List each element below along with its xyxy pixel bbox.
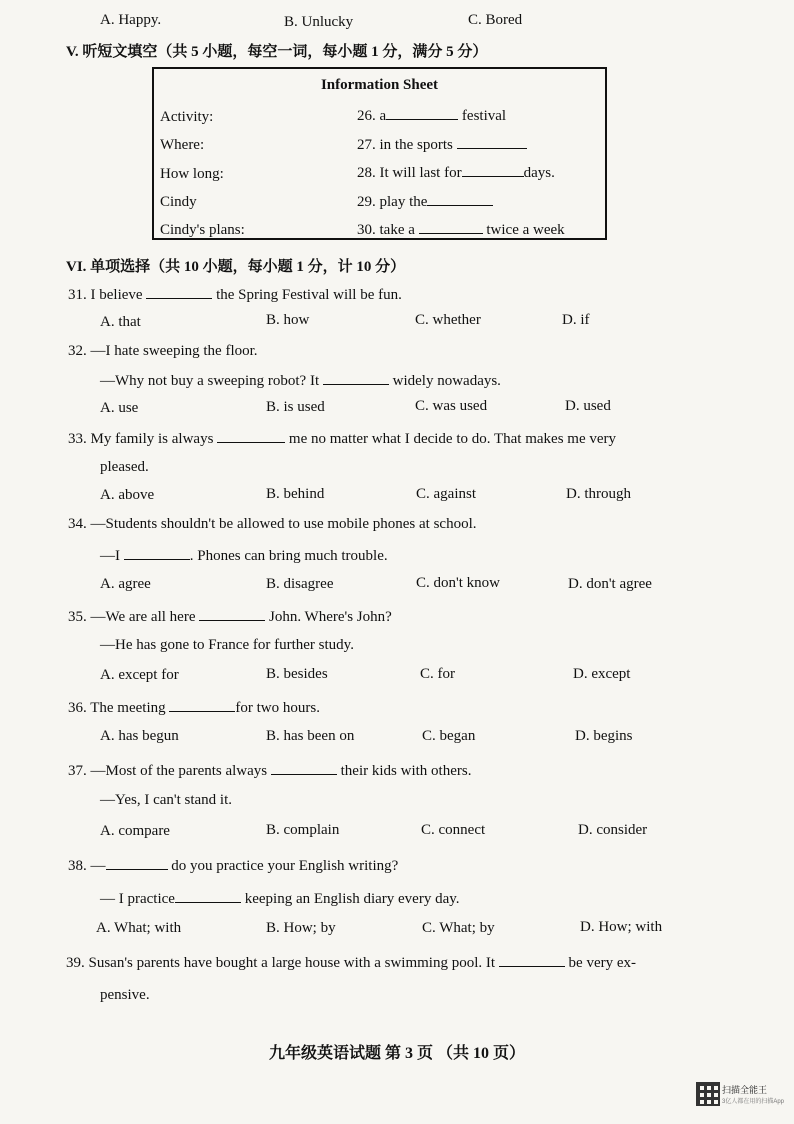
q35-option-a: A. except for <box>100 667 179 683</box>
q32-option-d: D. used <box>565 398 611 414</box>
row-label-how-long: How long: <box>160 166 224 182</box>
question-38-line1: 38. — do you practice your English writing? <box>68 855 398 875</box>
row-label-cindys-plans: Cindy's plans: <box>160 222 245 238</box>
row-label-activity: Activity: <box>160 109 214 125</box>
q31-option-a: A. that <box>100 314 141 330</box>
question-37-line2: —Yes, I can't stand it. <box>100 792 233 808</box>
q35-option-b: B. besides <box>266 666 328 682</box>
row-label-where: Where: <box>160 137 205 153</box>
section-6-heading: VI. 单项选择（共 10 小题，每小题 1 分，计 10 分） <box>66 259 406 275</box>
question-32-line1: 32. —I hate sweeping the floor. <box>68 343 258 359</box>
question-39-line1: 39. Susan's parents have bought a large house with a swimming pool. It be very ex- <box>66 952 636 972</box>
q38-option-b: B. How; by <box>266 920 336 936</box>
q33-option-d: D. through <box>566 486 631 502</box>
information-sheet <box>152 67 607 240</box>
question-38-line2: — I practice keeping an English diary every day. <box>100 888 460 908</box>
q31-option-b: B. how <box>266 312 310 328</box>
scanner-logo: 扫描全能王 3亿人都在用的扫描App <box>722 1085 785 1105</box>
option-c: C. Bored <box>468 12 523 28</box>
q32-option-c: C. was used <box>415 398 488 414</box>
question-39-line2: pensive. <box>100 987 150 1003</box>
section-5-heading: V. 听短文填空（共 5 小题，每空一词，每小题 1 分，满分 5 分） <box>66 44 488 60</box>
question-35-line2: —He has gone to France for further study. <box>100 637 354 653</box>
row-30: 30. take a twice a week <box>357 219 565 239</box>
q34-option-d: D. don't agree <box>568 576 652 592</box>
question-36: 36. The meeting for two hours. <box>68 697 320 717</box>
q37-option-d: D. consider <box>578 822 648 838</box>
sheet-title: Information Sheet <box>320 77 439 93</box>
q36-option-b: B. has been on <box>266 728 355 744</box>
question-35-line1: 35. —We are all here John. Where's John? <box>68 606 392 626</box>
question-34-line2: —I . Phones can bring much trouble. <box>100 545 388 565</box>
option-a: A. Happy. <box>100 12 162 28</box>
q34-option-b: B. disagree <box>266 576 334 592</box>
q35-option-d: D. except <box>573 666 631 682</box>
row-26: 26. a festival <box>357 105 506 125</box>
row-27: 27. in the sports <box>357 134 527 154</box>
q35-option-c: C. for <box>420 666 455 682</box>
q32-option-a: A. use <box>100 400 139 416</box>
q31-option-d: D. if <box>562 312 590 328</box>
row-label-cindy: Cindy <box>160 194 197 210</box>
q31-option-c: C. whether <box>415 312 481 328</box>
q37-option-a: A. compare <box>100 823 170 839</box>
q38-option-a: A. What; with <box>96 920 182 936</box>
q36-option-a: A. has begun <box>100 728 179 744</box>
q36-option-c: C. began <box>422 728 476 744</box>
q33-option-b: B. behind <box>266 486 325 502</box>
question-33-line1: 33. My family is always me no matter what I decide to do. That makes me very <box>68 428 616 448</box>
row-29: 29. play the <box>357 191 493 211</box>
q32-option-b: B. is used <box>266 399 325 415</box>
question-31: 31. I believe the Spring Festival will be fun. <box>68 284 402 304</box>
question-34-line1: 34. —Students shouldn't be allowed to use mobile phones at school. <box>68 516 477 532</box>
q36-option-d: D. begins <box>575 728 633 744</box>
row-28: 28. It will last for days. <box>357 162 555 182</box>
q33-option-a: A. above <box>100 487 155 503</box>
qr-code-icon <box>696 1082 720 1106</box>
q37-option-c: C. connect <box>421 822 486 838</box>
q38-option-d: D. How; with <box>580 919 663 935</box>
page-footer: 九年级英语试题 第 3 页 （共 10 页） <box>268 1045 525 1062</box>
q34-option-a: A. agree <box>100 576 151 592</box>
q33-option-c: C. against <box>416 486 476 502</box>
question-33-line2: pleased. <box>100 459 149 475</box>
option-b: B. Unlucky <box>284 14 354 30</box>
question-32-line2: —Why not buy a sweeping robot? It widely nowadays. <box>100 370 501 390</box>
q34-option-c: C. don't know <box>416 575 500 591</box>
q38-option-c: C. What; by <box>422 920 495 936</box>
q37-option-b: B. complain <box>266 822 340 838</box>
question-37-line1: 37. —Most of the parents always their kids with others. <box>68 760 471 780</box>
